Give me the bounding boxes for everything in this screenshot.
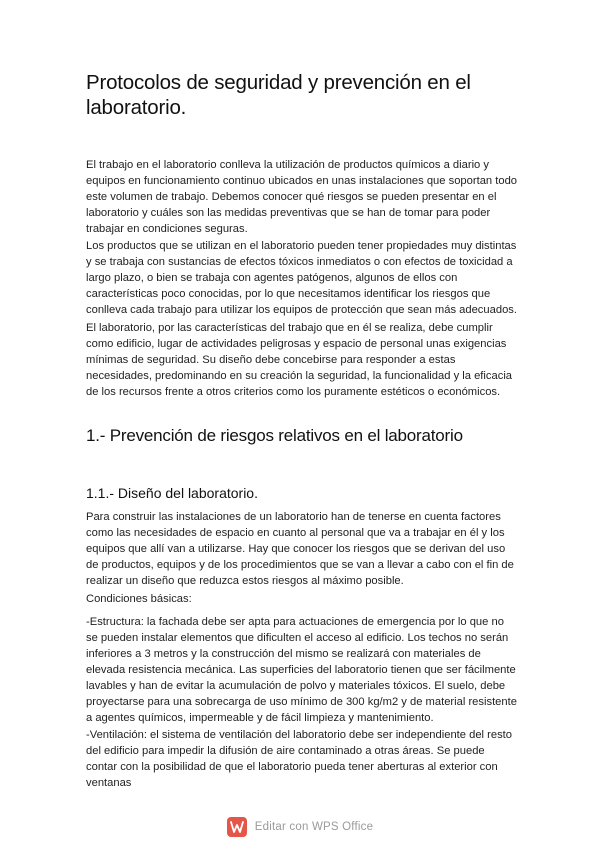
wps-office-icon[interactable] <box>227 817 247 837</box>
section-1-1-ventilation-paragraph: -Ventilación: el sistema de ventilación del laboratorio debe ser independiente del resto del edificio para impedir la difusión de aire contaminado a otras áreas. Se puede contar con la posibilidad de que el laboratorio pueda tener aberturas al exterior con ventanas <box>86 729 513 789</box>
section-1-1-paragraph-1: Para construir las instalaciones de un laboratorio han de tenerse en cuenta factores como las necesidades de espacio en cuanto al personal que va a trabajar en él y los equipos que allí van a utilizarse. Hay que conocer los riesgos que se derivan del uso de productos, equipos y de los procedimientos que se van a llevar a cabo con el fin de realizar un diseño que reduzca estos riesgos al máximo posible. <box>86 511 514 587</box>
section-1-1-conditions-label: Condiciones básicas: <box>86 593 192 605</box>
intro-paragraph-3: El laboratorio, por las características del trabajo que en él se realiza, debe cumplir como edificio, lugar de actividades peligrosas y espacio de personal unas exigencias mínimas de seguridad. Su diseño debe concebirse para responder a estas necesidades, predominando en su creación la seguridad, la funcionalidad y la eficacia de los recursos frente a otros criterios como los puramente estéticos o económicos. <box>86 322 513 398</box>
section-1-1-structure-paragraph: -Estructura: la fachada debe ser apta para actuaciones de emergencia por lo que no se pueden instalar elementos que dificulten el acceso al edificio. Los techos no serán inferiores a 3 metros y la construcción del mismo se realizará con materiales de elevada resistencia mecánica. Las superficies del laboratorio tienen que ser fácilmente lavables y han de evitar la acumulación de polvo y materiales tóxicos. El suelo, debe proyectarse para una sobrecarga de uso mínimo de 300 kg/m2 y de material resistente a agentes químicos, impermeable y de fácil limpieza y mantenimiento. <box>86 616 517 724</box>
section-1-heading: 1.- Prevención de riesgos relativos en el laboratorio <box>86 426 463 445</box>
edit-with-wps-link[interactable]: Editar con WPS Office <box>254 821 374 833</box>
wps-footer[interactable] <box>0 814 600 840</box>
section-1-1-heading: 1.1.- Diseño del laboratorio. <box>86 485 258 501</box>
document-title: Protocolos de seguridad y prevención en el laboratorio. <box>86 71 471 119</box>
intro-paragraph-1: El trabajo en el laboratorio conlleva la utilización de productos químicos a diario y equipos en funcionamiento continuo ubicados en unas instalaciones que soportan todo este volumen de trabajo. Debemos conocer qué riesgos se pueden presentar en el laboratorio y cuáles son las medidas preventivas que se han de tomar para poder trabajar en condiciones seguras. <box>86 159 518 235</box>
intro-paragraph-2: Los productos que se utilizan en el laboratorio pueden tener propiedades muy distintas y se trabaja con sustancias de efectos tóxicos inmediatos o con efectos de toxicidad a largo plazo, o bien se trabaja con agentes patógenos, algunos de ellos con características poco conocidas, por lo que necesitamos identificar los riesgos que conlleva cada trabajo para utilizar los equipos de protección que sean más adecuados. <box>86 240 517 316</box>
